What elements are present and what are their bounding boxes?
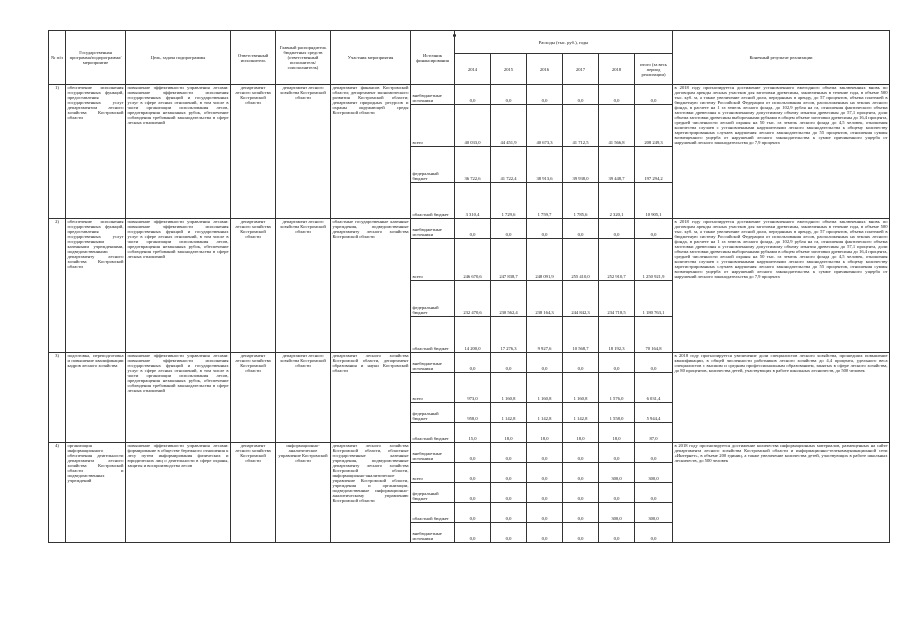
source-regional: областной бюджет [411, 317, 455, 353]
value-cell: 5 944,4 [635, 403, 673, 423]
source-total: всего [411, 105, 455, 147]
row-result: в 2018 году прогнозируется достижение установленного ежегодного объема заключенных вновь по договорам аренды лесных участков для заготовки древесины, заключенных в течение года, в объеме 500 тыс. куб. м, а также увеличение лесной доли, переданных в аренду, до 57 процентов, объема платежей в бюджетную систему Российской Федерации от использования лесов, расположенных на землях лесного фонда, в расчете на 1 га земель лесного фонда, до 102,9 рубля на га, отношения фактического объема заготовки древесины к установленному допустимому объему изъятия древесины до 57,1 процента, доли объема заготовки древесины выборочными рубками в общем объеме заготовки древесины до 16,4 процента, средней численности лесной охраны на 50 тыс. га земель лесного фонда до 4,5 человек, отношения количества случаев с установленными нарушителями лесного законодательства к общему количеству зарегистрированных случаев нарушения лесного законодательства до 55 процентов, отношения суммы возмещенного ущерба от нарушений лесного законодательства к сумме причиненного ущерба от нарушений лесного законодательства до 7,9 процента [673, 85, 890, 219]
row-program: организация информационного обеспечения деятельности департамента лесного хозяйства Костромской области и подведомственных учреждений [66, 443, 126, 543]
header-num: № п/п [49, 31, 66, 85]
row-num: 3) [49, 353, 66, 443]
row-num: 1) [49, 85, 66, 219]
row-num: 2) [49, 219, 66, 353]
value-cell: 0,0 [455, 219, 491, 239]
value-cell: 0,0 [563, 85, 599, 105]
row-result: в 2018 году прогнозируется достижение установленного ежегодного объема заключенных вновь по договорам аренды лесных участков для заготовки древесины, заключенных в течение года, в объеме 500 тыс. куб. м, а также увеличение лесной доли, переданных в аренду, до 57 процентов, объема платежей в бюджетную систему Российской Федерации от использования лесов, расположенных на землях лесного фонда, в расчете на 1 га земель лесного фонда, до 102,9 рубля на га, отношения фактического объема заготовки древесины к установленному допустимому объему изъятия древесины до 57,1 процента, доли объема заготовки древесины выборочными рубками в общем объеме заготовки древесины до 16,4 процента, средней численности лесной охраны на 50 тыс. га земель лесного фонда до 4,5 человек, отношения количества случаев с установленными нарушителями лесного законодательства к общему количеству зарегистрированных случаев нарушения лесного законодательства до 55 процентов, отношения суммы возмещенного ущерба от нарушений лесного законодательства к сумме причиненного ущерба от нарушений лесного законодательства до 7,9 процента [673, 219, 890, 353]
value-cell: 38 913,6 [527, 147, 563, 183]
value-cell: 1 729,6 [491, 183, 527, 219]
value-cell: 3 310,4 [455, 183, 491, 219]
value-cell: 41 566,8 [599, 105, 635, 147]
value-cell: 18,0 [491, 423, 527, 443]
value-cell: 15,0 [455, 423, 491, 443]
source-federal: федеральный бюджет [411, 403, 455, 423]
value-cell: 18,0 [527, 423, 563, 443]
value-cell: 41 722,4 [491, 147, 527, 183]
header-year: 2016 [527, 54, 563, 85]
row-num: 4) [49, 443, 66, 543]
value-cell: 0,0 [455, 85, 491, 105]
value-cell: 1 142,8 [563, 403, 599, 423]
header-total: итого (за весь период реализации) [635, 54, 673, 85]
source-total: всего [411, 373, 455, 403]
row-participant: департамент финансов Костромской области; департамент экономического развития Костромской области; департамент природных ресурсов и охраны окружающей среды Костромской области [331, 85, 411, 219]
row-manager: департамент лесного хозяйства Костромской области [276, 353, 331, 443]
row-executor: департамент лесного хозяйства Костромской области [231, 219, 276, 353]
value-cell: 18,0 [599, 423, 635, 443]
value-cell: 1 250 921,9 [635, 239, 673, 281]
source-federal: федеральный бюджет [411, 281, 455, 317]
row-goal: повышение эффективности управления лесами: повышение эффективности исполнения государственных функций и государственных услуг в сфере лесных отношений, в том числе в части организации использования лесов, предотвращения незаконных рубок, обеспечение соблюдения требований законодательства в сфере лесных отношений [126, 219, 231, 353]
value-cell: 247 838,7 [491, 239, 527, 281]
value-cell: 300,0 [599, 503, 635, 523]
header-expenses: Расходы (тыс. руб.), годы [455, 31, 673, 54]
row-manager: информационно-аналитическое управление Костромской области [276, 443, 331, 543]
value-cell: 0,0 [635, 443, 673, 463]
header-year: 2014 [455, 54, 491, 85]
value-cell: 39 448,7 [599, 147, 635, 183]
program-table [48, 30, 890, 543]
value-cell: 300,0 [635, 503, 673, 523]
value-cell: 6 031,4 [635, 373, 673, 403]
value-cell: 0,0 [635, 483, 673, 503]
value-cell: 300,0 [635, 463, 673, 483]
source-regional: областной бюджет [411, 503, 455, 523]
value-cell: 70 164,8 [635, 317, 673, 353]
table-row [49, 219, 890, 239]
value-cell: 246 670,6 [455, 239, 491, 281]
value-cell: 87,0 [635, 423, 673, 443]
row-goal: повышение эффективности управления лесами: повышение эффективности исполнения государственных функций и государственных услуг в сфере лесных отношений, в том числе в части организации использования лесов, предотвращения незаконных рубок, обеспечение соблюдения требований законодательства в сфере лесных отношений [126, 353, 231, 443]
value-cell: 0,0 [563, 463, 599, 483]
source-extrabudget: внебюджетные источники [411, 219, 455, 239]
value-cell: 234 718,5 [599, 281, 635, 317]
value-cell: 973,0 [455, 373, 491, 403]
value-cell: 0,0 [455, 523, 491, 543]
value-cell: 1 180 763,1 [635, 281, 673, 317]
value-cell: 0,0 [491, 463, 527, 483]
row-program: обеспечение исполнения государственных функций, предоставления государственных услуг департаментом лесного хозяйства Костромской области [66, 85, 126, 219]
value-cell: 0,0 [599, 219, 635, 239]
value-cell: 0,0 [455, 463, 491, 483]
row-program: обеспечение исполнения государственных функций, предоставления государственных услуг государственными казенными учреждениями, подведомственными департаменту лесного хозяйства Костромской области [66, 219, 126, 353]
row-result: в 2018 году прогнозируется достижение количества информационных материалов, размещенных на сайте департамента лесного хозяйства Костромской области и информационно-телекоммуникационной сети «Интернет», в объеме 200 единиц, а также увеличение количества детей, участвующих в работе школьных лесничеств, до 500 человек [673, 443, 890, 543]
value-cell: 0,0 [563, 503, 599, 523]
value-cell: 0,0 [563, 523, 599, 543]
value-cell: 0,0 [527, 219, 563, 239]
value-cell: 0,0 [455, 443, 491, 463]
row-goal: повышение эффективности управления лесами: формирование в обществе бережного отношения к лесу путем информирования физических и юридических лиц о деятельности в сфере охраны, защиты и воспроизводства лесов [126, 443, 231, 543]
value-cell: 14 200,0 [455, 317, 491, 353]
value-cell: 0,0 [563, 443, 599, 463]
value-cell: 1 759,7 [527, 183, 563, 219]
value-cell: 1 142,8 [527, 403, 563, 423]
value-cell: 10 568,7 [563, 317, 599, 353]
value-cell: 0,0 [527, 483, 563, 503]
row-participant: департамент лесного хозяйства Костромской области, департамент образования и науки Костромской области [331, 353, 411, 443]
value-cell: 36 722,6 [455, 147, 491, 183]
value-cell: 0,0 [527, 85, 563, 105]
header-manager: Главный распорядитель бюджетных средств (ответственный исполнитель/ соисполнитель) [276, 31, 331, 85]
table-row [49, 85, 890, 105]
header-year: 2018 [599, 54, 635, 85]
value-cell: 0,0 [455, 353, 491, 373]
value-cell: 17 276,3 [491, 317, 527, 353]
header-row [49, 31, 890, 54]
table-row [49, 443, 890, 463]
source-extrabudget: внебюджетные источники [411, 443, 455, 463]
header-year: 2017 [563, 54, 599, 85]
table-row [49, 353, 890, 373]
value-cell: 0,0 [527, 463, 563, 483]
value-cell: 39 938,0 [563, 147, 599, 183]
value-cell: 0,0 [491, 483, 527, 503]
value-cell: 0,0 [599, 85, 635, 105]
value-cell: 0,0 [563, 219, 599, 239]
value-cell: 238 164,3 [527, 281, 563, 317]
row-goal: повышение эффективности управления лесами: повышение эффективности исполнения государственных функций и государственных услуг в сфере лесных отношений, в том числе в части организации использования лесов, предотвращения незаконных рубок, обеспечение соблюдения требований законодательства в сфере лесных отношений [126, 85, 231, 219]
row-executor: департамент лесного хозяйства Костромской области [231, 85, 276, 219]
value-cell: 252 910,7 [599, 239, 635, 281]
value-cell: 1 160,8 [491, 373, 527, 403]
value-cell: 0,0 [491, 503, 527, 523]
source-total: всего [411, 463, 455, 483]
value-cell: 0,0 [527, 353, 563, 373]
value-cell: 0,0 [563, 353, 599, 373]
value-cell: 1 558,0 [599, 403, 635, 423]
value-cell: 230 562,4 [491, 281, 527, 317]
value-cell: 958,0 [455, 403, 491, 423]
value-cell: 40 673,3 [527, 105, 563, 147]
row-manager: департамент лесного хозяйства Костромской области [276, 219, 331, 353]
value-cell: 0,0 [455, 503, 491, 523]
header-year: 2015 [491, 54, 527, 85]
value-cell: 0,0 [491, 219, 527, 239]
source-regional: областной бюджет [411, 423, 455, 443]
header-goal: Цель, задача подпрограммы [126, 31, 231, 85]
value-cell: 1 160,8 [563, 373, 599, 403]
value-cell: 0,0 [635, 219, 673, 239]
value-cell: 0,0 [599, 443, 635, 463]
document-sheet [48, 30, 889, 543]
source-extrabudget: внебюджетные источники [411, 523, 455, 543]
header-source: Источник финансирования [411, 31, 455, 85]
value-cell: 244 842,3 [563, 281, 599, 317]
header-participant: Участник мероприятия [331, 31, 411, 85]
row-executor: департамент лесного хозяйства Костромской области [231, 443, 276, 543]
value-cell: 0,0 [527, 443, 563, 463]
header-result: Конечный результат реализации [673, 31, 890, 85]
value-cell: 0,0 [635, 353, 673, 373]
source-extrabudget: внебюджетные источники [411, 353, 455, 373]
value-cell: 208 249,3 [635, 105, 673, 147]
value-cell: 1 160,8 [527, 373, 563, 403]
row-executor: департамент лесного хозяйства Костромской области [231, 353, 276, 443]
value-cell: 40 033,0 [455, 105, 491, 147]
value-cell: 255 410,0 [563, 239, 599, 281]
header-program: Государственная программа/подпрограмма/ мероприятие [66, 31, 126, 85]
value-cell: 197 294,2 [635, 147, 673, 183]
source-total: всего [411, 239, 455, 281]
row-participant: департамент лесного хозяйства Костромской области, областные государственные казенные учреждения, подведомственные департаменту лесного хозяйства Костромской области, информационно-аналитическое управление Костромской области, учреждения и организации, подведомственные информационно-аналитическому управлению Костромской области [331, 443, 411, 543]
value-cell: 1 576,0 [599, 373, 635, 403]
value-cell: 0,0 [491, 523, 527, 543]
row-result: в 2018 году прогнозируется увеличение доли специалистов лесного хозяйства, прошедших повышение квалификации, в общей численности работников лесного хозяйства до 4,4 процента, удельного веса специалистов с высшим и средним профессиональным образованием, занятых в сфере лесного хозяйства, до 80 процентов, количества детей, участвующих в работе школьных лесничеств, до 500 человек [673, 353, 890, 443]
value-cell: 10 905,1 [635, 183, 673, 219]
row-program: подготовка, переподготовка и повышение квалификации кадров лесного хозяйства [66, 353, 126, 443]
value-cell: 0,0 [563, 483, 599, 503]
source-regional: областной бюджет [411, 183, 455, 219]
value-cell: 0,0 [599, 483, 635, 503]
value-cell: 2 320,1 [599, 183, 635, 219]
value-cell: 0,0 [527, 523, 563, 543]
row-manager: департамент лесного хозяйства Костромской области [276, 85, 331, 219]
value-cell: 248 091,9 [527, 239, 563, 281]
value-cell: 300,0 [599, 463, 635, 483]
row-participant: областные государственные казенные учреждения, подведомственные департаменту лесного хозяйства Костромской области [331, 219, 411, 353]
value-cell: 9 927,6 [527, 317, 563, 353]
value-cell: 41 712,5 [563, 105, 599, 147]
source-federal: федеральный бюджет [411, 147, 455, 183]
value-cell: 232 470,6 [455, 281, 491, 317]
value-cell: 18 192,3 [599, 317, 635, 353]
value-cell: 0,0 [491, 353, 527, 373]
value-cell: 18,0 [563, 423, 599, 443]
value-cell: 0,0 [599, 523, 635, 543]
value-cell: 0,0 [635, 85, 673, 105]
value-cell: 0,0 [635, 523, 673, 543]
value-cell: 0,0 [491, 85, 527, 105]
value-cell: 0,0 [527, 503, 563, 523]
value-cell: 0,0 [491, 443, 527, 463]
value-cell: 0,0 [455, 483, 491, 503]
value-cell: 44 451,9 [491, 105, 527, 147]
value-cell: 1 785,6 [563, 183, 599, 219]
value-cell: 1 142,8 [491, 403, 527, 423]
source-federal: федеральный бюджет [411, 483, 455, 503]
value-cell: 0,0 [599, 353, 635, 373]
header-executor: Ответственный исполнитель [231, 31, 276, 85]
source-extrabudget: внебюджетные источники [411, 85, 455, 105]
